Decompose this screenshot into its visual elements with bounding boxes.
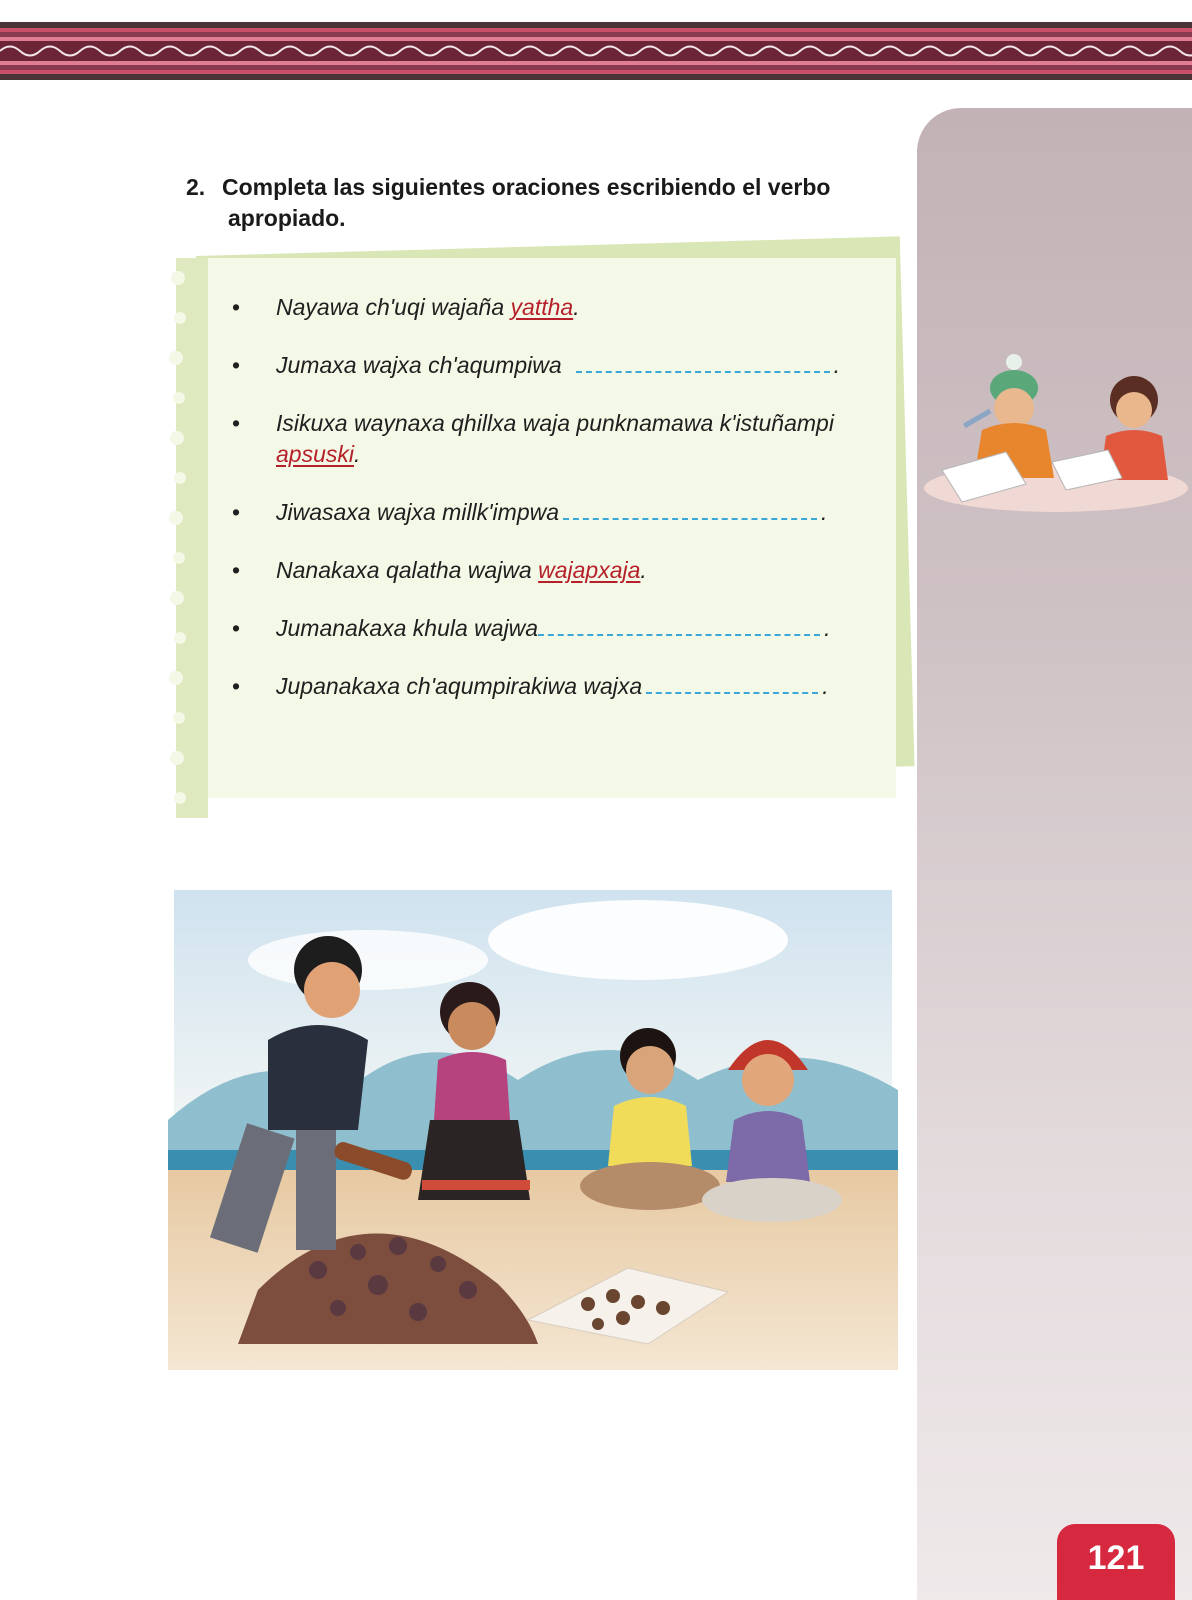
bullet: • [232, 673, 241, 699]
sentence-answer: yattha [510, 294, 574, 320]
torn-paper-edge [158, 258, 208, 818]
sentence-1 [232, 292, 892, 323]
right-sidebar [917, 108, 1192, 1600]
sentence-list [232, 292, 892, 729]
bullet: • [232, 352, 241, 378]
sentence-4 [232, 497, 892, 528]
sentence-end: . [824, 615, 831, 641]
sentence-end: . [353, 441, 361, 467]
sentence-3 [232, 408, 892, 470]
answer-blank[interactable] [646, 690, 818, 694]
sentence-text: Isikuxa waynaxa qhillxa waja punknamawa k'istuñampi [276, 410, 834, 436]
sentence-7 [232, 671, 892, 702]
sentence-end: . [833, 352, 841, 378]
sentence-5 [232, 555, 892, 586]
sentence-text: Nanakaxa qalatha wajwa [276, 557, 539, 583]
sentence-answer: wajapxaja [538, 557, 641, 583]
sentence-text: Jumaxa wajxa ch'aqumpiwa [276, 352, 562, 378]
sentence-6 [232, 613, 892, 644]
bullet: • [232, 410, 241, 436]
bullet: • [232, 499, 241, 525]
bullet: • [232, 557, 241, 583]
answer-blank[interactable] [563, 516, 817, 520]
woven-band-decoration [0, 22, 1192, 84]
question-heading [186, 172, 886, 234]
bullet: • [232, 294, 241, 320]
sentence-end: . [821, 499, 828, 525]
sentence-text: Jiwasaxa wajxa millk'impwa [276, 499, 560, 525]
children-potato-harvest-illustration [168, 880, 898, 1374]
sentence-end: . [640, 557, 647, 583]
sentence-text: Jumanakaxa khula wajwa [276, 615, 539, 641]
sentence-text: Nayawa ch'uqi wajaña [276, 294, 511, 320]
sentence-2 [232, 350, 892, 381]
page-number: 121 [1087, 1539, 1145, 1577]
question-number: 2. [186, 174, 206, 200]
sentence-end: . [822, 673, 829, 699]
answer-blank[interactable] [538, 632, 820, 636]
sentence-answer: apsuski [276, 441, 354, 467]
question-text-line2: apropiado. [228, 205, 346, 231]
answer-blank[interactable] [576, 369, 830, 373]
sentence-end: . [573, 294, 580, 320]
page-number-badge [1057, 1524, 1175, 1600]
bullet: • [232, 615, 241, 641]
sentence-text: Jupanakaxa ch'aqumpirakiwa wajxa [276, 673, 643, 699]
question-text-line1: Completa las siguientes oraciones escribiendo el verbo [222, 174, 831, 200]
children-writing-illustration [922, 338, 1190, 513]
